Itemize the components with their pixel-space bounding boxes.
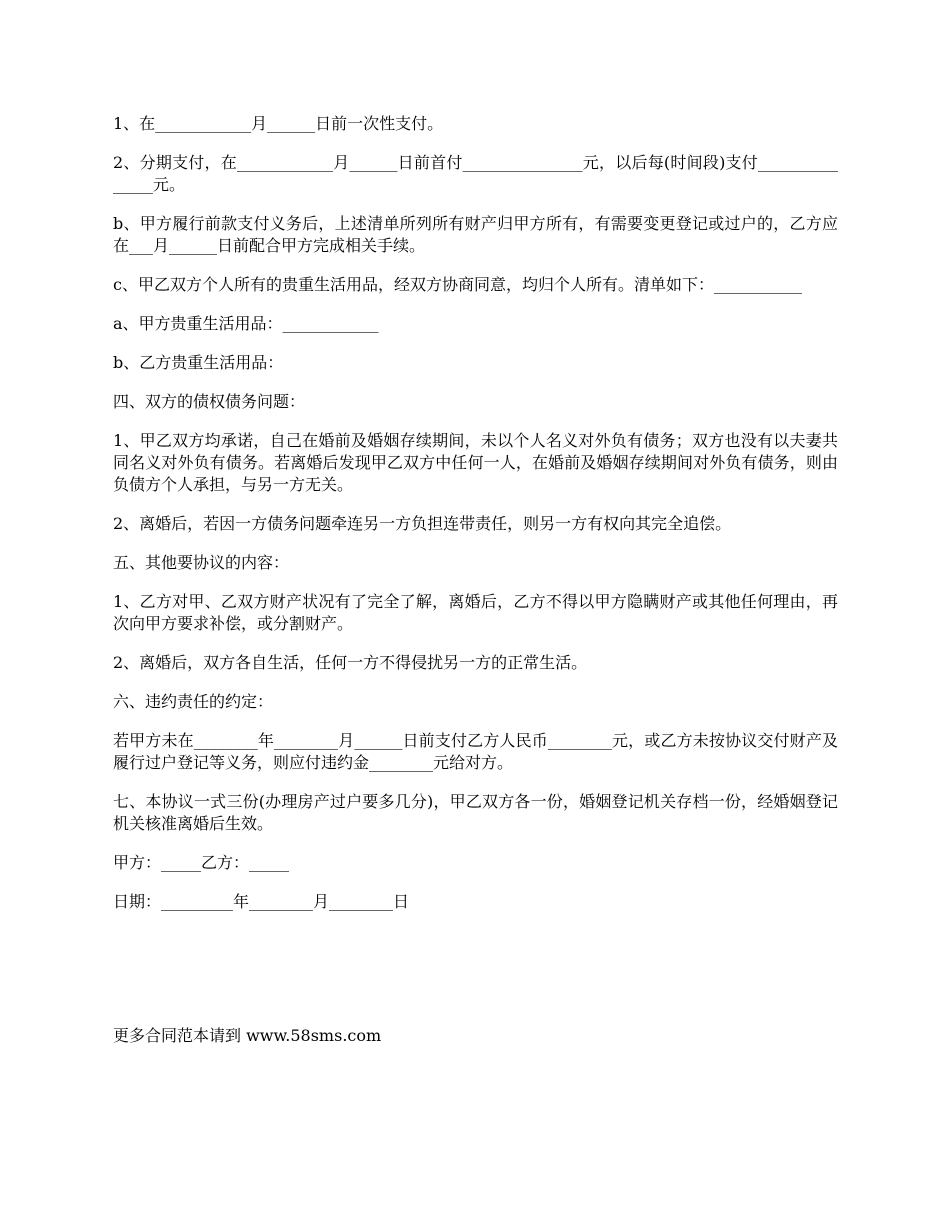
paragraph-property-transfer: b、甲方履行前款支付义务后，上述清单所列所有财产归甲方所有，有需要变更登记或过户的，乙方应在___月______日前配合甲方完成相关手续。 <box>113 214 838 255</box>
paragraph-debt-commitment: 1、甲乙双方均承诺，自己在婚前及婚姻存续期间，未以个人名义对外负有债务；双方也没有以夫妻共同名义对外负有债务。若离婚后发现甲乙双方中任何一人，在婚前及婚姻存续期间对外负有债务，则由负债方个人承担，与另一方无关。 <box>113 431 838 494</box>
paragraph-no-further-claims: 1、乙方对甲、乙双方财产状况有了完全了解，离婚后，乙方不得以甲方隐瞒财产或其他任何理由，再次向甲方要求补偿，或分割财产。 <box>113 592 838 633</box>
section-heading-debts: 四、双方的债权债务问题： <box>113 392 306 411</box>
paragraph-breach-penalty: 若甲方未在________年________月______日前支付乙方人民币________元，或乙方未按协议交付财产及履行过户登记等义务，则应付违约金________元给对方。 <box>113 731 838 772</box>
date-line: 日期：_________年________月________日 <box>113 892 410 911</box>
paragraph-lump-sum-payment: 1、在____________月______日前一次性支付。 <box>113 114 444 133</box>
paragraph-copies-effectiveness: 七、本协议一式三份(办理房产过户要多几分)，甲乙双方各一份，婚姻登记机关存档一份，经婚姻登记机关核准离婚后生效。 <box>113 792 838 833</box>
section-heading-other-terms: 五、其他要协议的内容： <box>113 553 290 572</box>
signature-line: 甲方：_____乙方：_____ <box>113 853 290 872</box>
footer-website-note: 更多合同范本请到 www.58sms.com <box>113 1026 382 1045</box>
paragraph-debt-recourse: 2、离婚后，若因一方债务问题牵连另一方负担连带责任，则另一方有权向其完全追偿。 <box>113 514 732 533</box>
paragraph-installment-payment: 2、分期支付，在____________月______日前首付_______________元，以后每(时间段)支付_______________元。 <box>113 153 838 194</box>
section-heading-breach: 六、违约责任的约定： <box>113 692 274 711</box>
paragraph-party-a-valuables: a、甲方贵重生活用品：____________ <box>113 314 379 333</box>
document-body <box>113 113 838 930</box>
paragraph-party-b-valuables: b、乙方贵重生活用品： <box>113 353 284 372</box>
paragraph-personal-valuables: c、甲乙双方个人所有的贵重生活用品，经双方协商同意，均归个人所有。清单如下：___________ <box>113 275 802 294</box>
paragraph-no-interference: 2、离婚后，双方各自生活，任何一方不得侵扰另一方的正常生活。 <box>113 653 588 672</box>
